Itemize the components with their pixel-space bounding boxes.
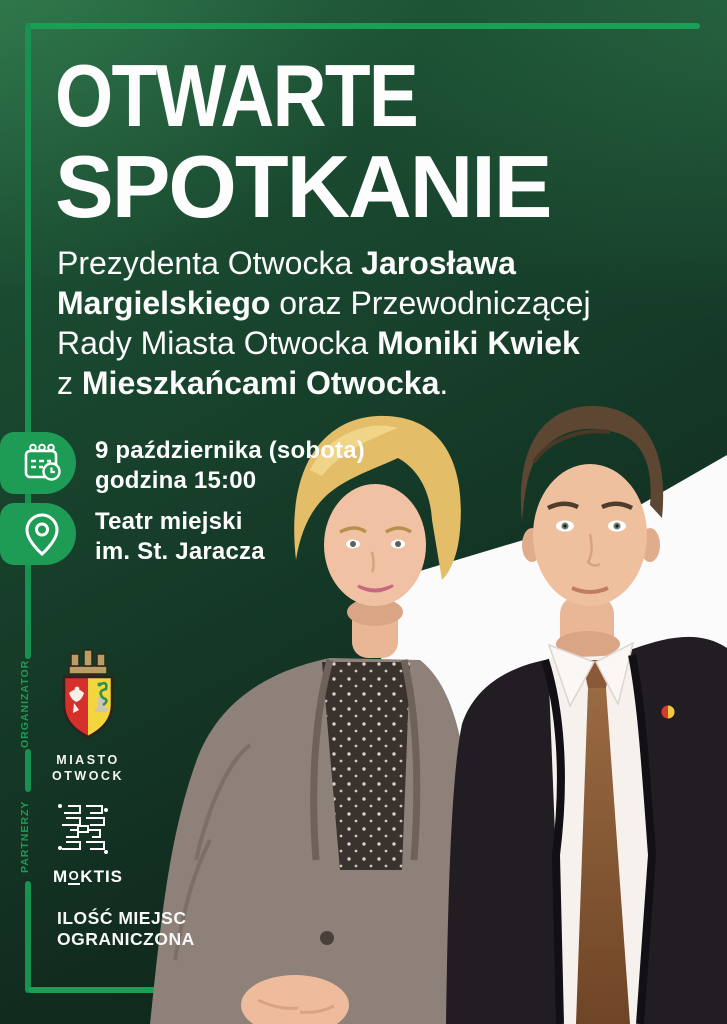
moktis-wordmark: MOKTIS (53, 867, 124, 886)
note-line-1: ILOŚĆ MIEJSC (57, 908, 187, 928)
event-date-line-1: 9 października (sobota) (95, 437, 365, 464)
event-venue (95, 507, 265, 567)
seats-limited-note (57, 908, 195, 950)
description-line-2: Margielskiego oraz Przewodniczącej (57, 285, 591, 321)
description-line-4: z Mieszkańcami Otwocka. (57, 365, 449, 401)
organizer-logo-caption (50, 752, 126, 784)
moktis-stylized-o: O (68, 868, 80, 883)
calendar-clock-icon (20, 441, 64, 485)
title-line-1: OTWARTE (55, 46, 418, 145)
organizer-caption-line-1: MIASTO (56, 753, 120, 767)
sidebar-organizer-label: ORGANIZATOR (19, 659, 31, 749)
title-line-2: SPOTKANIE (55, 137, 551, 236)
event-date (95, 436, 365, 496)
partner-logo-block (53, 800, 124, 887)
date-pill (0, 432, 76, 494)
moktis-logo (54, 800, 112, 858)
event-venue-line-1: Teatr miejski (95, 508, 243, 535)
note-line-2: OGRANICZONA (57, 929, 195, 949)
event-venue-line-2: im. St. Jaracza (95, 538, 265, 565)
event-date-line-2: godzina 15:00 (95, 467, 257, 494)
otwock-coat-of-arms (56, 645, 120, 741)
venue-pill (0, 503, 76, 565)
sidebar-partners-label: PARTNERZY (19, 800, 31, 873)
description-line-3: Rady Miasta Otwocka Moniki Kwiek (57, 325, 580, 361)
organizer-caption-line-2: OTWOCK (52, 769, 124, 783)
poster-title (55, 46, 551, 236)
location-pin-icon (20, 511, 64, 559)
description-line-1: Prezydenta Otwocka Jarosława (57, 245, 516, 281)
organizer-logo-block (50, 645, 126, 784)
poster-description (57, 243, 717, 403)
